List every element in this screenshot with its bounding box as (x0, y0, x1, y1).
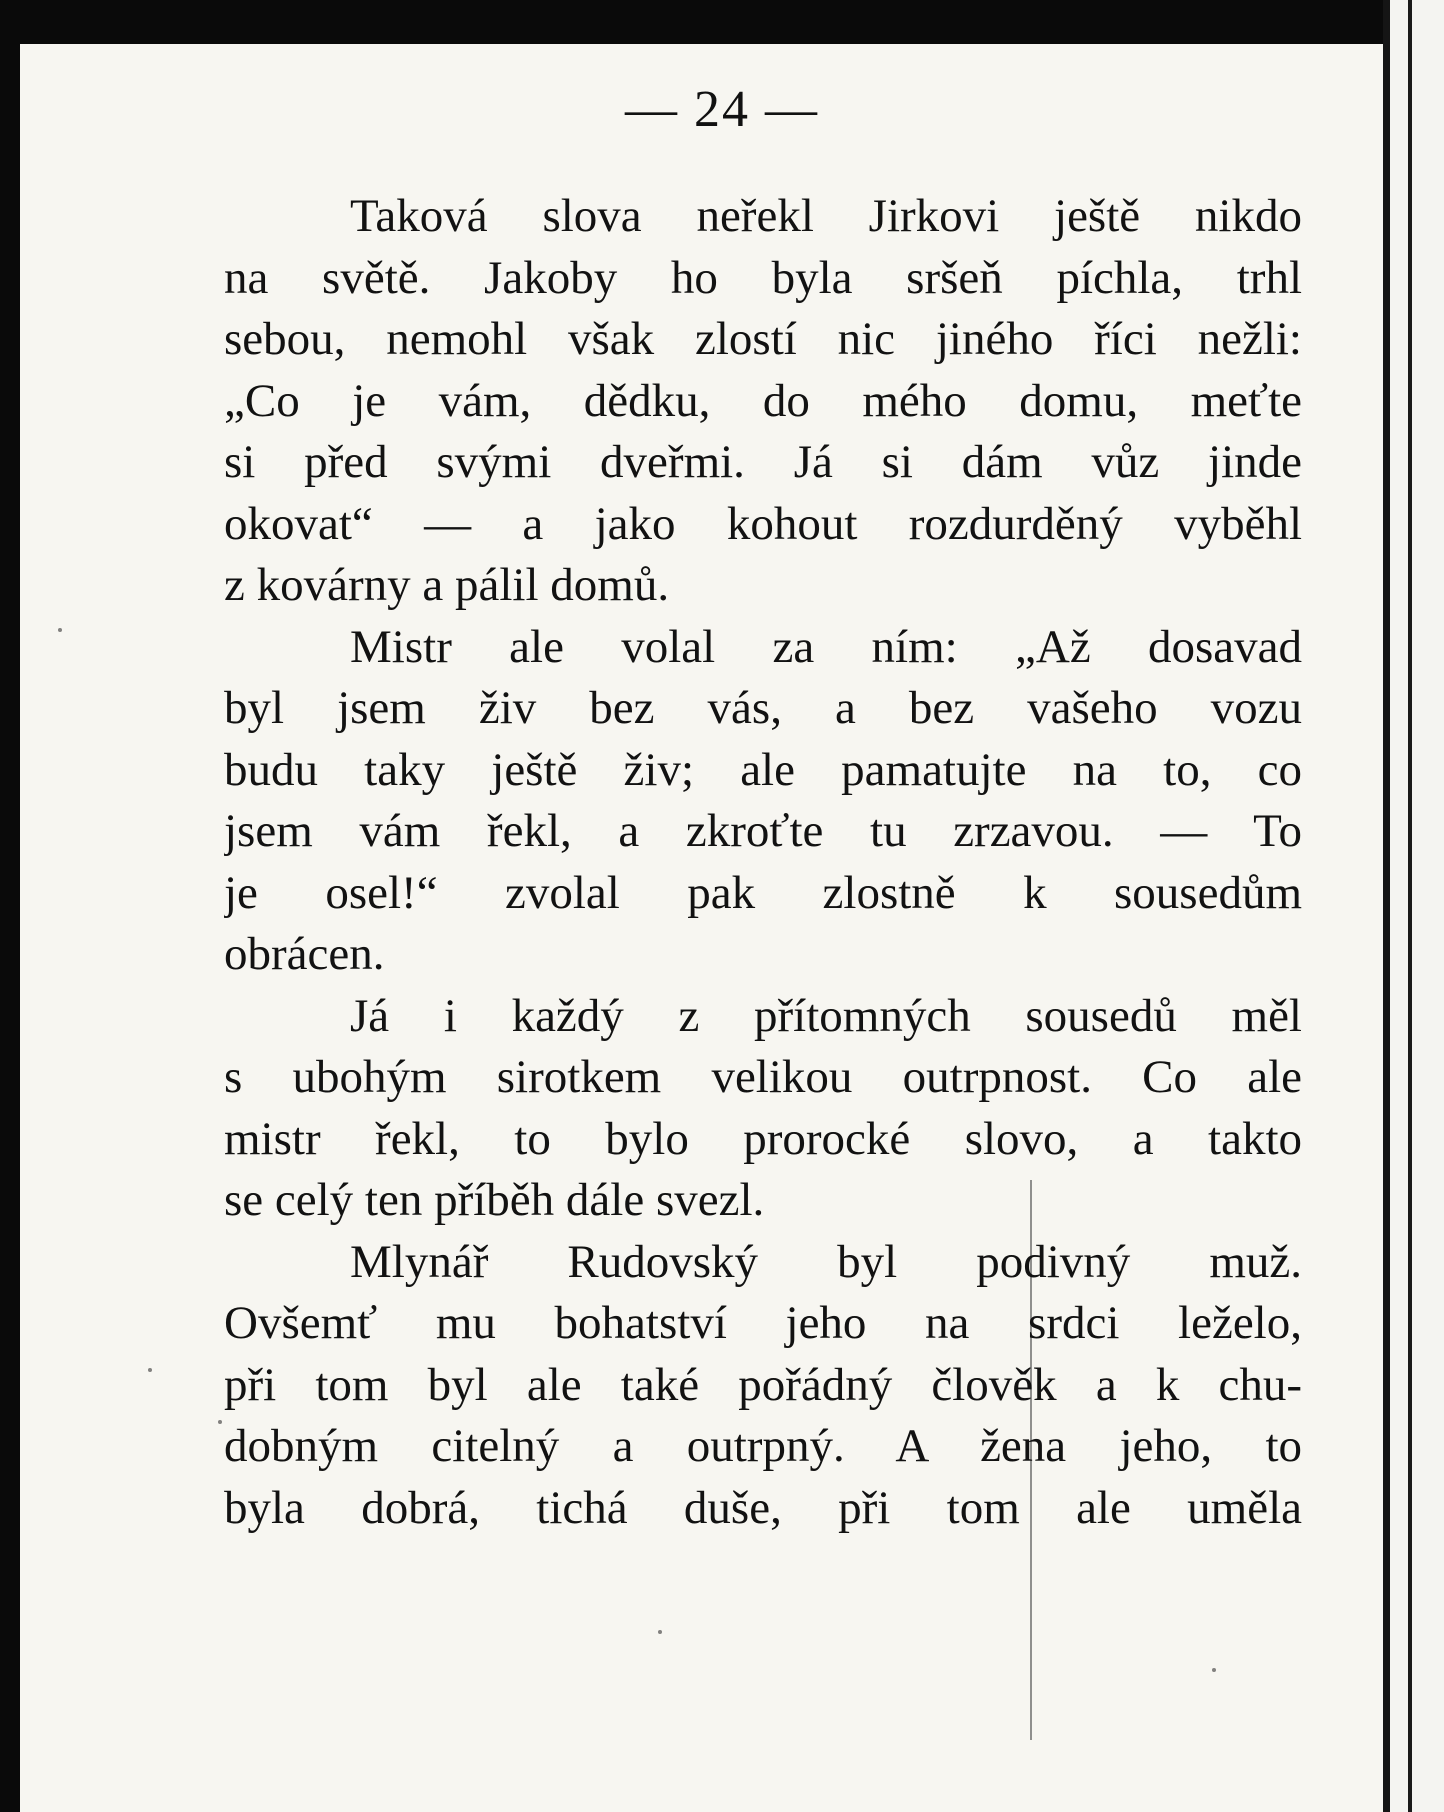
text-line: na světě. Jakoby ho byla sršeň píchla, trhl (224, 251, 1302, 304)
paper-speck (1212, 1668, 1216, 1672)
text-line: Mlynář Rudovský byl podivný muž. (350, 1235, 1302, 1288)
adjacent-page-edge (1390, 0, 1444, 1812)
text-line: byl jsem živ bez vás, a bez vašeho vozu (224, 682, 1302, 734)
text-line: mistr řekl, to bylo prorocké slovo, a takto (224, 1112, 1302, 1165)
text-line: při tom byl ale také pořádný člověk a k chu- (224, 1358, 1302, 1411)
text-line: okovat“ — a jako kohout rozdurděný vyběhl (224, 497, 1302, 550)
text-line: obrácen. (224, 928, 385, 980)
text-line: Mistr ale volal za ním: „Až dosavad (350, 620, 1302, 673)
paper-speck (148, 1368, 152, 1372)
text-line: „Co je vám, dědku, do mého domu, meťte (224, 374, 1302, 427)
text-line: jsem vám řekl, a zkroťte tu zrzavou. — To (224, 805, 1302, 857)
text-line: Ovšemť mu bohatství jeho na srdci leželo, (224, 1297, 1302, 1349)
paper-speck (658, 1630, 662, 1634)
body-text (224, 186, 1302, 1539)
paper-speck (58, 628, 62, 632)
text-line: sebou, nemohl však zlostí nic jiného říci nežli: (224, 313, 1302, 365)
text-line: se celý ten příběh dále svezl. (224, 1174, 765, 1226)
text-line: Taková slova neřekl Jirkovi ještě nikdo (350, 190, 1302, 242)
adjacent-page-border (1408, 0, 1412, 1812)
text-line: Já i každý z přítomných sousedů měl (350, 989, 1302, 1042)
paper-speck (218, 1420, 222, 1424)
text-line: s ubohým sirotkem velikou outrpnost. Co ale (224, 1051, 1302, 1103)
page-number: — 24 — (625, 81, 819, 138)
text-line: je osel!“ zvolal pak zlostně k sousedům (224, 866, 1302, 919)
text-line: si před svými dveřmi. Já si dám vůz jinde (224, 436, 1302, 488)
text-line: budu taky ještě živ; ale pamatujte na to, co (224, 743, 1302, 796)
text-line: dobným citelný a outrpný. A žena jeho, to (224, 1420, 1302, 1472)
text-line: byla dobrá, tichá duše, při tom ale uměla (224, 1481, 1302, 1534)
text-line: z kovárny a pálil domů. (224, 559, 670, 611)
